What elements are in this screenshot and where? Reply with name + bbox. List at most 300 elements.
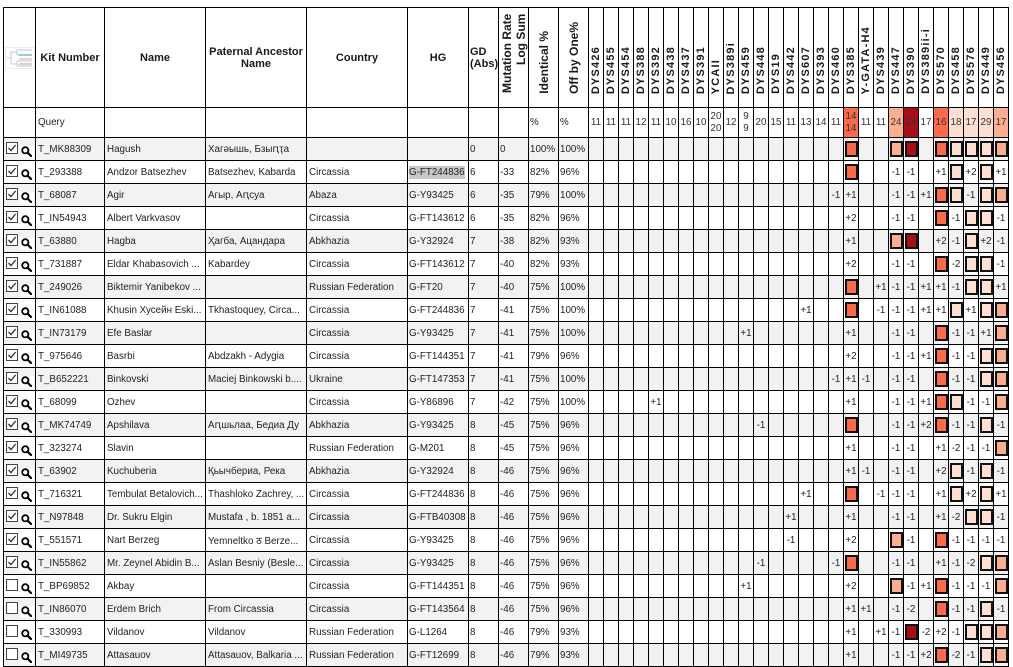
name-value: Efe Baslar — [107, 327, 153, 339]
magnifier-icon[interactable] — [20, 353, 34, 365]
str-cell-dys392 — [649, 345, 664, 368]
magnifier-icon[interactable] — [20, 376, 34, 388]
identical-pct-value: 82% — [530, 258, 550, 270]
off-by-one-pct-value: 96% — [560, 557, 580, 569]
str-cell-dys438 — [664, 253, 679, 276]
col-country[interactable] — [307, 8, 408, 108]
str-diff-value: -1 — [876, 304, 886, 316]
col-dys390[interactable] — [904, 8, 919, 108]
str-cell-ycaii — [709, 598, 724, 621]
str-cell-dys607 — [799, 253, 814, 276]
off-by-one-pct-value: 93% — [560, 649, 580, 661]
str-diff-value: -1 — [981, 442, 991, 454]
country-cell — [307, 345, 408, 368]
col-dys449[interactable] — [979, 8, 994, 108]
str-cell-dys454 — [619, 345, 634, 368]
str-cell-dys442 — [784, 506, 799, 529]
col-dys437-label: DYS437 — [679, 45, 692, 94]
col-genetic-distance[interactable] — [469, 8, 499, 108]
select-checkbox[interactable] — [6, 625, 18, 637]
str-diff-value: +1 — [845, 603, 857, 615]
str-diff-value: -1 — [996, 511, 1006, 523]
str-cell-y-gata-h4 — [859, 391, 874, 414]
str-diff-value: +1 — [920, 350, 932, 362]
col-dys447[interactable] — [889, 8, 904, 108]
str-cell-dys438 — [664, 529, 679, 552]
genetic-distance-cell — [469, 299, 499, 322]
table-row — [4, 460, 1009, 483]
str-cell-dys448 — [754, 322, 769, 345]
row-actions — [4, 230, 35, 252]
str-cell-dys459 — [739, 161, 754, 184]
str-cell-dys449 — [979, 299, 994, 322]
str-cell-dys389i — [724, 621, 739, 644]
magnifier-icon[interactable] — [20, 215, 34, 227]
col-dys454[interactable] — [619, 8, 634, 108]
str-diff-value: -1 — [996, 419, 1006, 431]
str-cell-dys576 — [964, 322, 979, 345]
str-cell-dys576 — [964, 552, 979, 575]
kit-number-value: T_551571 — [38, 534, 83, 546]
str-cell-dys455 — [604, 644, 619, 667]
identical-pct-cell — [529, 621, 559, 644]
country-value: Russian Federation — [309, 281, 394, 293]
query-row — [4, 108, 1009, 138]
identical-pct-value: 75% — [530, 304, 550, 316]
country-value: Ukraine — [309, 373, 343, 385]
col-dys570-label: DYS570 — [934, 45, 947, 94]
country-value: Circassia — [309, 534, 350, 546]
str-cell-dys392 — [649, 575, 664, 598]
str-diff-value: -1 — [996, 235, 1006, 247]
select-checkbox[interactable] — [6, 418, 18, 430]
str-cell-ycaii — [709, 414, 724, 437]
str-match-marker — [980, 463, 993, 479]
off-by-one-pct-value: 96% — [560, 212, 580, 224]
str-cell-dys439 — [874, 207, 889, 230]
str-cell-dys455 — [604, 575, 619, 598]
name-cell — [105, 276, 206, 299]
off-by-one-pct-cell — [559, 161, 589, 184]
mutation-rate-log-sum-cell — [499, 483, 529, 506]
row-select-cell — [4, 276, 36, 299]
country-value: Circassia — [309, 580, 350, 592]
str-diff-value: -1 — [966, 580, 976, 592]
str-cell-dys389ii-i — [919, 529, 934, 552]
query-value-dys456: 17 — [994, 108, 1009, 138]
col-haplogroup-label: HG — [429, 51, 447, 64]
str-cell-dys391 — [694, 391, 709, 414]
magnifier-icon[interactable] — [20, 261, 34, 273]
select-checkbox[interactable] — [6, 487, 18, 499]
kit-number-cell — [36, 598, 105, 621]
identical-pct-value: 82% — [530, 235, 550, 247]
mutation-rate-log-sum-cell — [499, 322, 529, 345]
col-dys570[interactable] — [934, 8, 949, 108]
str-cell-dys388 — [634, 368, 649, 391]
str-cell-dys460 — [829, 437, 844, 460]
haplogroup-value: G-Y93425 — [409, 419, 454, 431]
row-actions — [4, 391, 35, 413]
str-cell-dys19 — [769, 644, 784, 667]
magnifier-icon[interactable] — [20, 399, 34, 411]
off-by-one-pct-value: 93% — [560, 626, 580, 638]
str-cell-dys448 — [754, 299, 769, 322]
select-checkbox[interactable] — [6, 142, 18, 154]
select-checkbox[interactable] — [6, 464, 18, 476]
str-cell-dys393 — [814, 138, 829, 161]
col-dys442[interactable] — [784, 8, 799, 108]
paternal-ancestor-value: Abdzakh - Adygia — [208, 350, 285, 362]
str-match-marker — [935, 210, 948, 226]
str-cell-dys393 — [814, 529, 829, 552]
str-diff-value: -1 — [906, 557, 916, 569]
magnifier-icon[interactable] — [20, 583, 34, 595]
row-select-cell — [4, 460, 36, 483]
off-by-one-pct-cell — [559, 506, 589, 529]
str-cell-dys447 — [889, 253, 904, 276]
str-diff-value: +1 — [935, 557, 947, 569]
off-by-one-pct-value: 100% — [560, 189, 586, 201]
str-diff-value: -1 — [891, 373, 901, 385]
str-cell-dys442 — [784, 138, 799, 161]
table-row — [4, 483, 1009, 506]
str-cell-dys455 — [604, 207, 619, 230]
str-cell-dys454 — [619, 207, 634, 230]
magnifier-icon[interactable] — [20, 169, 34, 181]
str-cell-dys455 — [604, 460, 619, 483]
select-checkbox[interactable] — [6, 280, 18, 292]
str-cell-dys458 — [949, 483, 964, 506]
str-cell-dys389ii-i — [919, 598, 934, 621]
str-cell-dys454 — [619, 529, 634, 552]
str-cell-dys448 — [754, 621, 769, 644]
str-cell-dys388 — [634, 506, 649, 529]
haplogroup-cell — [408, 506, 469, 529]
col-paternal-ancestor-label: Paternal Ancestor Name — [209, 45, 303, 70]
name-value: Kuchuberia — [107, 465, 157, 477]
str-cell-dys426 — [589, 529, 604, 552]
str-cell-dys437 — [679, 207, 694, 230]
magnifier-icon[interactable] — [20, 514, 34, 526]
mutation-rate-log-sum-value: -46 — [500, 603, 515, 615]
select-checkbox[interactable] — [6, 648, 18, 660]
col-dys389ii-i[interactable] — [919, 8, 934, 108]
col-ycaii[interactable] — [709, 8, 724, 108]
select-checkbox[interactable] — [6, 234, 18, 246]
select-checkbox[interactable] — [6, 165, 18, 177]
magnifier-icon[interactable] — [20, 146, 34, 158]
genetic-distance-cell — [469, 161, 499, 184]
str-cell-dys459 — [739, 437, 754, 460]
str-cell-y-gata-h4 — [859, 299, 874, 322]
row-select-cell — [4, 483, 36, 506]
country-value: Circassia — [309, 488, 350, 500]
mutation-rate-log-sum-cell — [499, 460, 529, 483]
off-by-one-pct-cell — [559, 575, 589, 598]
select-checkbox[interactable] — [6, 579, 18, 591]
col-dys455[interactable] — [604, 8, 619, 108]
str-cell-dys426 — [589, 437, 604, 460]
country-cell — [307, 460, 408, 483]
str-cell-dys388 — [634, 276, 649, 299]
magnifier-icon[interactable] — [20, 468, 34, 480]
str-cell-dys389i — [724, 368, 739, 391]
haplogroup-cell — [408, 253, 469, 276]
genetic-distance-value: 7 — [470, 396, 476, 408]
col-kit-number[interactable] — [36, 8, 105, 108]
identical-pct-cell — [529, 276, 559, 299]
paternal-ancestor-cell — [206, 414, 307, 437]
col-dys459[interactable] — [739, 8, 754, 108]
magnifier-icon[interactable] — [20, 238, 34, 250]
str-cell-dys454 — [619, 644, 634, 667]
col-y-gata-h4[interactable] — [859, 8, 874, 108]
genetic-distance-value: 8 — [470, 442, 476, 454]
tree-icon — [5, 47, 35, 72]
str-cell-dys442 — [784, 322, 799, 345]
str-cell-ycaii — [709, 621, 724, 644]
query-value-dys607: 13 — [799, 108, 814, 138]
str-cell-dys455 — [604, 276, 619, 299]
magnifier-icon[interactable] — [20, 284, 34, 296]
str-cell-y-gata-h4 — [859, 345, 874, 368]
kit-number-cell — [36, 276, 105, 299]
magnifier-icon[interactable] — [20, 537, 34, 549]
select-checkbox[interactable] — [6, 211, 18, 223]
str-cell-dys448 — [754, 506, 769, 529]
paternal-ancestor-cell — [206, 161, 307, 184]
str-diff-value: -1 — [906, 419, 916, 431]
col-dys460[interactable] — [829, 8, 844, 108]
str-diff-value: -1 — [906, 511, 916, 523]
str-cell-dys390 — [904, 138, 919, 161]
col-dys456[interactable] — [994, 8, 1009, 108]
str-cell-ycaii — [709, 575, 724, 598]
str-cell-dys576 — [964, 391, 979, 414]
col-dys385[interactable] — [844, 8, 859, 108]
name-cell — [105, 575, 206, 598]
str-cell-dys442 — [784, 161, 799, 184]
off-by-one-pct-value: 96% — [560, 166, 580, 178]
str-match-marker — [935, 325, 948, 341]
str-cell-dys393 — [814, 184, 829, 207]
str-cell-dys449 — [979, 322, 994, 345]
str-cell-dys385 — [844, 322, 859, 345]
str-cell-dys389i — [724, 552, 739, 575]
str-diff-value: -1 — [891, 511, 901, 523]
str-cell-dys437 — [679, 391, 694, 414]
col-dys393[interactable] — [814, 8, 829, 108]
kit-number-cell — [36, 253, 105, 276]
mutation-rate-log-sum-cell — [499, 368, 529, 391]
paternal-ancestor-cell — [206, 138, 307, 161]
select-checkbox[interactable] — [6, 326, 18, 338]
col-haplogroup[interactable] — [408, 8, 469, 108]
str-cell-dys19 — [769, 253, 784, 276]
query-name-cell — [105, 108, 206, 138]
str-cell-dys455 — [604, 253, 619, 276]
str-cell-dys456 — [994, 483, 1009, 506]
str-cell-dys385 — [844, 207, 859, 230]
name-value: Dr. Sukru Elgin — [107, 511, 173, 523]
col-dys437[interactable] — [679, 8, 694, 108]
select-checkbox[interactable] — [6, 257, 18, 269]
row-actions — [4, 483, 35, 505]
str-cell-dys458 — [949, 414, 964, 437]
country-cell — [307, 506, 408, 529]
magnifier-icon[interactable] — [20, 652, 34, 664]
off-by-one-pct-cell — [559, 207, 589, 230]
str-cell-dys426 — [589, 621, 604, 644]
select-checkbox[interactable] — [6, 188, 18, 200]
str-cell-dys576 — [964, 529, 979, 552]
magnifier-icon[interactable] — [20, 192, 34, 204]
col-name[interactable] — [105, 8, 206, 108]
col-dys438[interactable] — [664, 8, 679, 108]
str-cell-dys389i — [724, 506, 739, 529]
row-select-cell — [4, 575, 36, 598]
kit-number-cell — [36, 368, 105, 391]
str-cell-dys449 — [979, 276, 994, 299]
str-cell-dys438 — [664, 345, 679, 368]
name-cell — [105, 184, 206, 207]
select-checkbox[interactable] — [6, 533, 18, 545]
str-cell-dys455 — [604, 345, 619, 368]
select-checkbox[interactable] — [6, 349, 18, 361]
mutation-rate-log-sum-cell — [499, 391, 529, 414]
kit-number-cell — [36, 414, 105, 437]
select-checkbox[interactable] — [6, 441, 18, 453]
select-checkbox[interactable] — [6, 372, 18, 384]
str-cell-dys392 — [649, 460, 664, 483]
col-dys392[interactable] — [649, 8, 664, 108]
str-cell-dys570 — [934, 368, 949, 391]
magnifier-icon[interactable] — [20, 560, 34, 572]
str-diff-value: -1 — [891, 557, 901, 569]
str-diff-value: -1 — [906, 281, 916, 293]
str-cell-dys437 — [679, 598, 694, 621]
col-dys439[interactable] — [874, 8, 889, 108]
haplogroup-cell — [408, 644, 469, 667]
str-cell-dys393 — [814, 207, 829, 230]
str-cell-dys607 — [799, 368, 814, 391]
query-select-cell — [4, 108, 36, 138]
haplogroup-cell — [408, 529, 469, 552]
col-dys576[interactable] — [964, 8, 979, 108]
str-cell-dys385 — [844, 345, 859, 368]
col-mutation-rate[interactable] — [499, 8, 529, 108]
magnifier-icon[interactable] — [20, 422, 34, 434]
str-cell-dys19 — [769, 207, 784, 230]
col-dys389i[interactable] — [724, 8, 739, 108]
mutation-rate-log-sum-value: -42 — [500, 396, 515, 408]
query-value-dys426: 11 — [589, 108, 604, 138]
str-cell-dys458 — [949, 460, 964, 483]
str-cell-dys391 — [694, 506, 709, 529]
str-diff-value: -1 — [891, 166, 901, 178]
country-cell — [307, 598, 408, 621]
str-cell-dys459 — [739, 460, 754, 483]
off-by-one-pct-cell — [559, 138, 589, 161]
str-cell-dys456 — [994, 644, 1009, 667]
str-cell-dys437 — [679, 276, 694, 299]
str-cell-dys570 — [934, 575, 949, 598]
col-dys448[interactable] — [754, 8, 769, 108]
paternal-ancestor-value: Thashloko Zachrey, ... — [208, 488, 305, 500]
col-identical-pct[interactable] — [529, 8, 559, 108]
select-checkbox[interactable] — [6, 556, 18, 568]
str-cell-dys385 — [844, 138, 859, 161]
str-diff-value: -1 — [996, 212, 1006, 224]
name-cell — [105, 207, 206, 230]
row-actions — [4, 322, 35, 344]
col-paternal-ancestor[interactable] — [206, 8, 307, 108]
str-cell-dys447 — [889, 529, 904, 552]
magnifier-icon[interactable] — [20, 629, 34, 641]
str-diff-value: +1 — [845, 511, 857, 523]
col-off-by-one-pct[interactable] — [559, 8, 589, 108]
magnifier-icon[interactable] — [20, 491, 34, 503]
col-dys19[interactable] — [769, 8, 784, 108]
magnifier-icon[interactable] — [20, 445, 34, 457]
magnifier-icon[interactable] — [20, 307, 34, 319]
select-checkbox[interactable] — [6, 510, 18, 522]
str-cell-dys385 — [844, 276, 859, 299]
select-checkbox[interactable] — [6, 602, 18, 614]
str-cell-dys570 — [934, 391, 949, 414]
str-cell-dys460 — [829, 230, 844, 253]
str-cell-dys442 — [784, 529, 799, 552]
str-cell-dys576 — [964, 368, 979, 391]
magnifier-icon[interactable] — [20, 606, 34, 618]
magnifier-icon[interactable] — [20, 330, 34, 342]
name-cell — [105, 345, 206, 368]
name-value: Ozhev — [107, 396, 136, 408]
col-dys454-label: DYS454 — [619, 45, 632, 94]
str-cell-dys576 — [964, 575, 979, 598]
str-diff-value: -1 — [906, 442, 916, 454]
select-checkbox[interactable] — [6, 395, 18, 407]
str-diff-value: +1 — [995, 281, 1007, 293]
str-cell-dys391 — [694, 322, 709, 345]
haplogroup-cell — [408, 207, 469, 230]
col-dys458[interactable] — [949, 8, 964, 108]
col-dys426[interactable] — [589, 8, 604, 108]
off-by-one-pct-cell — [559, 299, 589, 322]
str-cell-dys385 — [844, 621, 859, 644]
str-cell-dys391 — [694, 621, 709, 644]
col-dys388[interactable] — [634, 8, 649, 108]
str-cell-dys456 — [994, 529, 1009, 552]
identical-pct-cell — [529, 184, 559, 207]
col-dys391[interactable] — [694, 8, 709, 108]
str-cell-dys459 — [739, 253, 754, 276]
query-value-dys393: 14 — [814, 108, 829, 138]
str-cell-dys388 — [634, 644, 649, 667]
col-dys607[interactable] — [799, 8, 814, 108]
paternal-ancestor-value: Хагәышь, Бзыԥҭа — [208, 143, 290, 155]
row-select-cell — [4, 184, 36, 207]
off-by-one-pct-cell — [559, 391, 589, 414]
str-match-marker — [980, 417, 993, 433]
str-cell-dys438 — [664, 138, 679, 161]
select-checkbox[interactable] — [6, 303, 18, 315]
str-diff-value: +2 — [920, 649, 932, 661]
str-cell-dys390 — [904, 437, 919, 460]
str-cell-dys426 — [589, 299, 604, 322]
str-cell-dys456 — [994, 322, 1009, 345]
